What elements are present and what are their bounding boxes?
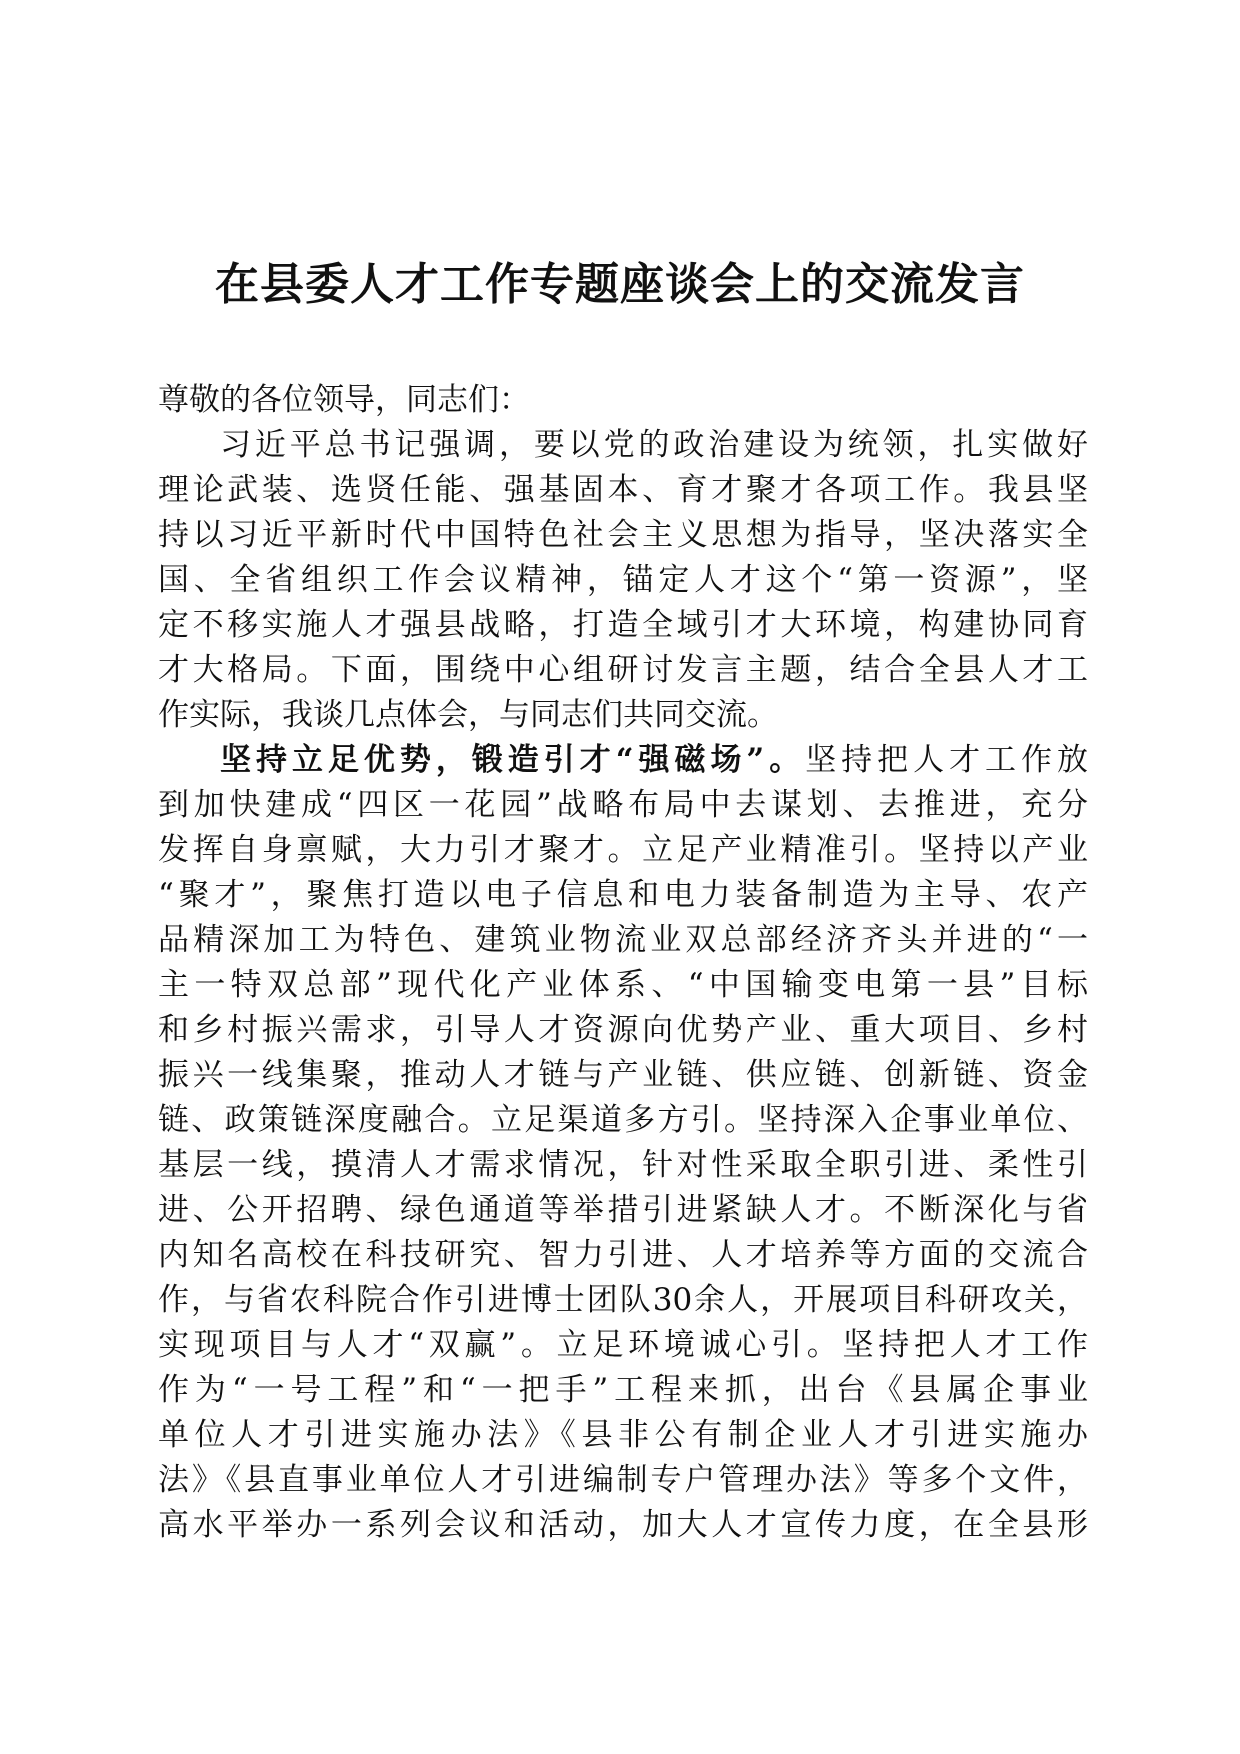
- paragraph-line: 发挥自身禀赋，大力引才聚才。立足产业精准引。坚持以产业: [158, 832, 1088, 868]
- paragraph-line: 进、公开招聘、绿色通道等举措引进紧缺人才。不断深化与省: [158, 1192, 1088, 1228]
- paragraph-2: [158, 738, 1088, 1548]
- paragraph-line: 理论武装、选贤任能、强基固本、育才聚才各项工作。我县坚: [158, 472, 1088, 508]
- paragraph-line-rest: 坚持把人才工作放: [805, 742, 1088, 778]
- paragraph-1: [158, 423, 1088, 738]
- paragraph-line: 基层一线，摸清人才需求情况，针对性采取全职引进、柔性引: [158, 1147, 1088, 1183]
- paragraph-line: 习近平总书记强调，要以党的政治建设为统领，扎实做好: [220, 427, 1088, 463]
- document-title: 在县委人才工作专题座谈会上的交流发言: [215, 259, 1025, 310]
- paragraph-line: 持以习近平新时代中国特色社会主义思想为指导，坚决落实全: [158, 517, 1088, 553]
- section-heading: 坚持立足优势，锻造引才“强磁场”。: [220, 742, 806, 778]
- salutation: 尊敬的各位领导，同志们：: [158, 382, 530, 418]
- paragraph-line: 才大格局。下面，围绕中心组研讨发言主题，结合全县人才工: [158, 652, 1088, 688]
- paragraph-line: 振兴一线集聚，推动人才链与产业链、供应链、创新链、资金: [158, 1057, 1088, 1093]
- paragraph-line: 品精深加工为特色、建筑业物流业双总部经济齐头并进的“一: [158, 922, 1088, 958]
- document-body: [158, 378, 1088, 1548]
- paragraph-line: 内知名高校在科技研究、智力引进、人才培养等方面的交流合: [158, 1237, 1088, 1273]
- paragraph-line: 实现项目与人才“双赢”。立足环境诚心引。坚持把人才工作: [158, 1327, 1088, 1363]
- paragraph-line: 国、全省组织工作会议精神，锚定人才这个“第一资源”，坚: [158, 562, 1088, 598]
- paragraph-line: “聚才”，聚焦打造以电子信息和电力装备制造为主导、农产: [158, 877, 1088, 913]
- paragraph-line: 链、政策链深度融合。立足渠道多方引。坚持深入企事业单位、: [158, 1102, 1088, 1138]
- paragraph-line: 高水平举办一系列会议和活动，加大人才宣传力度，在全县形: [158, 1507, 1088, 1543]
- paragraph-line: 作为“一号工程”和“一把手”工程来抓，出台《县属企事业: [158, 1372, 1088, 1408]
- paragraph-line: 法》《县直事业单位人才引进编制专户管理办法》等多个文件，: [158, 1462, 1088, 1498]
- paragraph-line: 主一特双总部”现代化产业体系、“中国输变电第一县”目标: [158, 967, 1088, 1003]
- paragraph-line: 作实际，我谈几点体会，与同志们共同交流。: [158, 697, 778, 733]
- paragraph-line: 单位人才引进实施办法》《县非公有制企业人才引进实施办: [158, 1417, 1088, 1453]
- paragraph-line: 定不移实施人才强县战略，打造全域引才大环境，构建协同育: [158, 607, 1088, 643]
- paragraph-line: 作，与省农科院合作引进博士团队30余人，开展项目科研攻关，: [158, 1282, 1088, 1318]
- paragraph-line: 和乡村振兴需求，引导人才资源向优势产业、重大项目、乡村: [158, 1012, 1088, 1048]
- paragraph-line: 到加快建成“四区一花园”战略布局中去谋划、去推进，充分: [158, 787, 1088, 823]
- paragraph-first-line: [158, 738, 1088, 783]
